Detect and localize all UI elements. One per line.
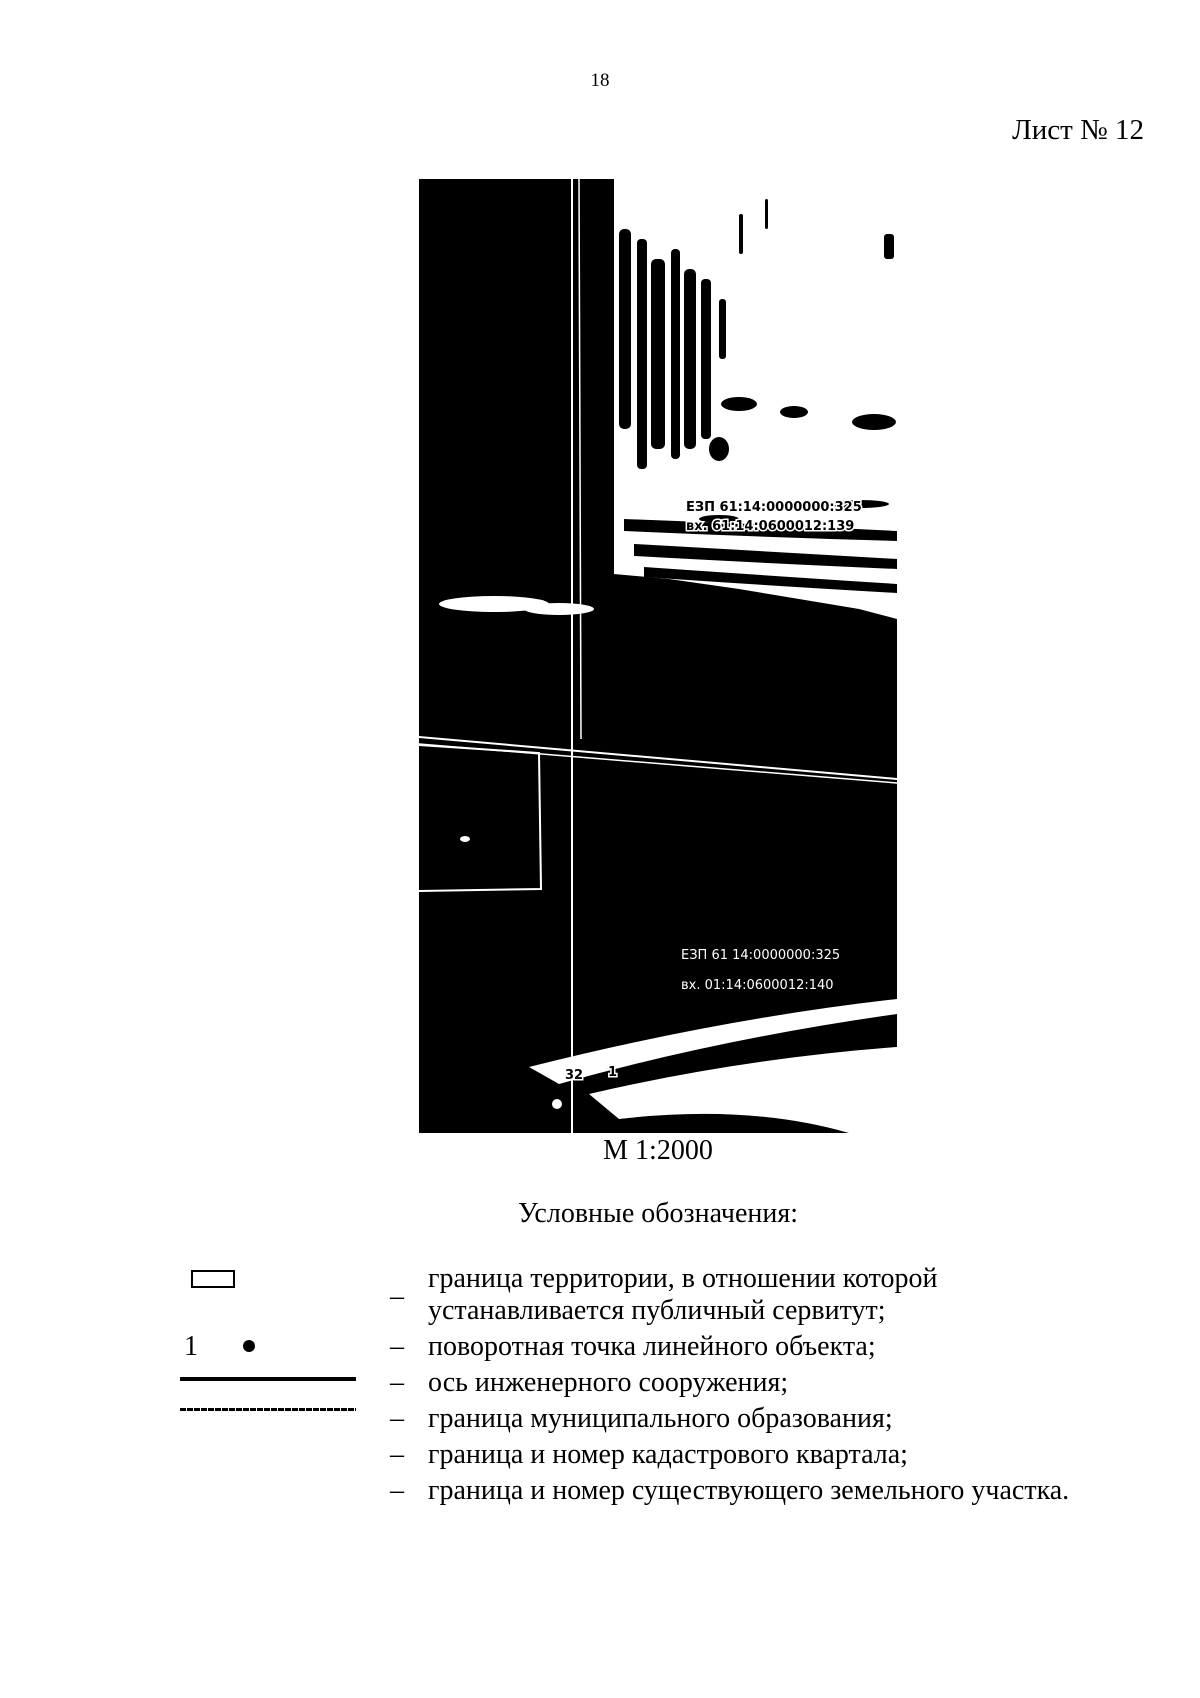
map-label-upper-zone: ЕЗП 61:14:0000000:325 bbox=[686, 500, 862, 515]
turning-point-marker bbox=[552, 1099, 562, 1109]
legend-item-text: ось инженерного сооружения; bbox=[428, 1367, 789, 1398]
legend-symbols bbox=[170, 1260, 370, 1420]
legend-item-text: граница муниципального образования; bbox=[428, 1403, 893, 1434]
map-label-lower-zone: ЕЗП 61 14:0000000:325 bbox=[681, 948, 841, 963]
legend-item bbox=[390, 1475, 1130, 1507]
servitude-boundary-symbol bbox=[191, 1270, 235, 1288]
municipal-boundary-symbol bbox=[180, 1408, 356, 1411]
legend-dash: – bbox=[390, 1367, 404, 1398]
sheet-label: Лист № 12 bbox=[1012, 114, 1144, 146]
page-number: 18 bbox=[590, 70, 610, 91]
legend-dash: – bbox=[390, 1403, 404, 1434]
legend-dash: – bbox=[390, 1331, 404, 1362]
legend-dash: – bbox=[390, 1475, 404, 1506]
map-drawing bbox=[419, 179, 897, 1133]
legend-dash: – bbox=[390, 1439, 404, 1470]
legend-item bbox=[390, 1439, 1130, 1471]
legend-title: Условные обозначения: bbox=[517, 1198, 799, 1229]
legend-list bbox=[390, 1263, 1130, 1511]
map-label-lower-parcel: вх. 01:14:0600012:140 bbox=[681, 978, 834, 993]
legend-item-text: граница и номер кадастрового квартала; bbox=[428, 1439, 908, 1470]
map-scale: М 1:2000 bbox=[603, 1135, 713, 1166]
legend-dash: – bbox=[390, 1281, 404, 1312]
legend-item bbox=[390, 1263, 1130, 1327]
map-label-upper-parcel: вх. 61:14:0600012:139 bbox=[686, 519, 855, 534]
legend-item bbox=[390, 1367, 1130, 1399]
engineering-axis-symbol bbox=[180, 1377, 356, 1381]
legend-item-text: граница и номер существующего земельного участка. bbox=[428, 1475, 1070, 1506]
map-image bbox=[419, 179, 897, 1133]
legend-item-text: граница территории, в отношении которой устанавливается публичный сервитут; bbox=[428, 1263, 938, 1326]
legend-item-text: поворотная точка линейного объекта; bbox=[428, 1331, 876, 1362]
legend-item bbox=[390, 1331, 1130, 1363]
turning-point-dot-symbol bbox=[243, 1340, 255, 1352]
point-label-32: 32 bbox=[565, 1068, 584, 1083]
turning-point-number-symbol: 1 bbox=[184, 1331, 198, 1362]
legend-item bbox=[390, 1403, 1130, 1435]
point-label-1: 1 bbox=[608, 1065, 618, 1080]
